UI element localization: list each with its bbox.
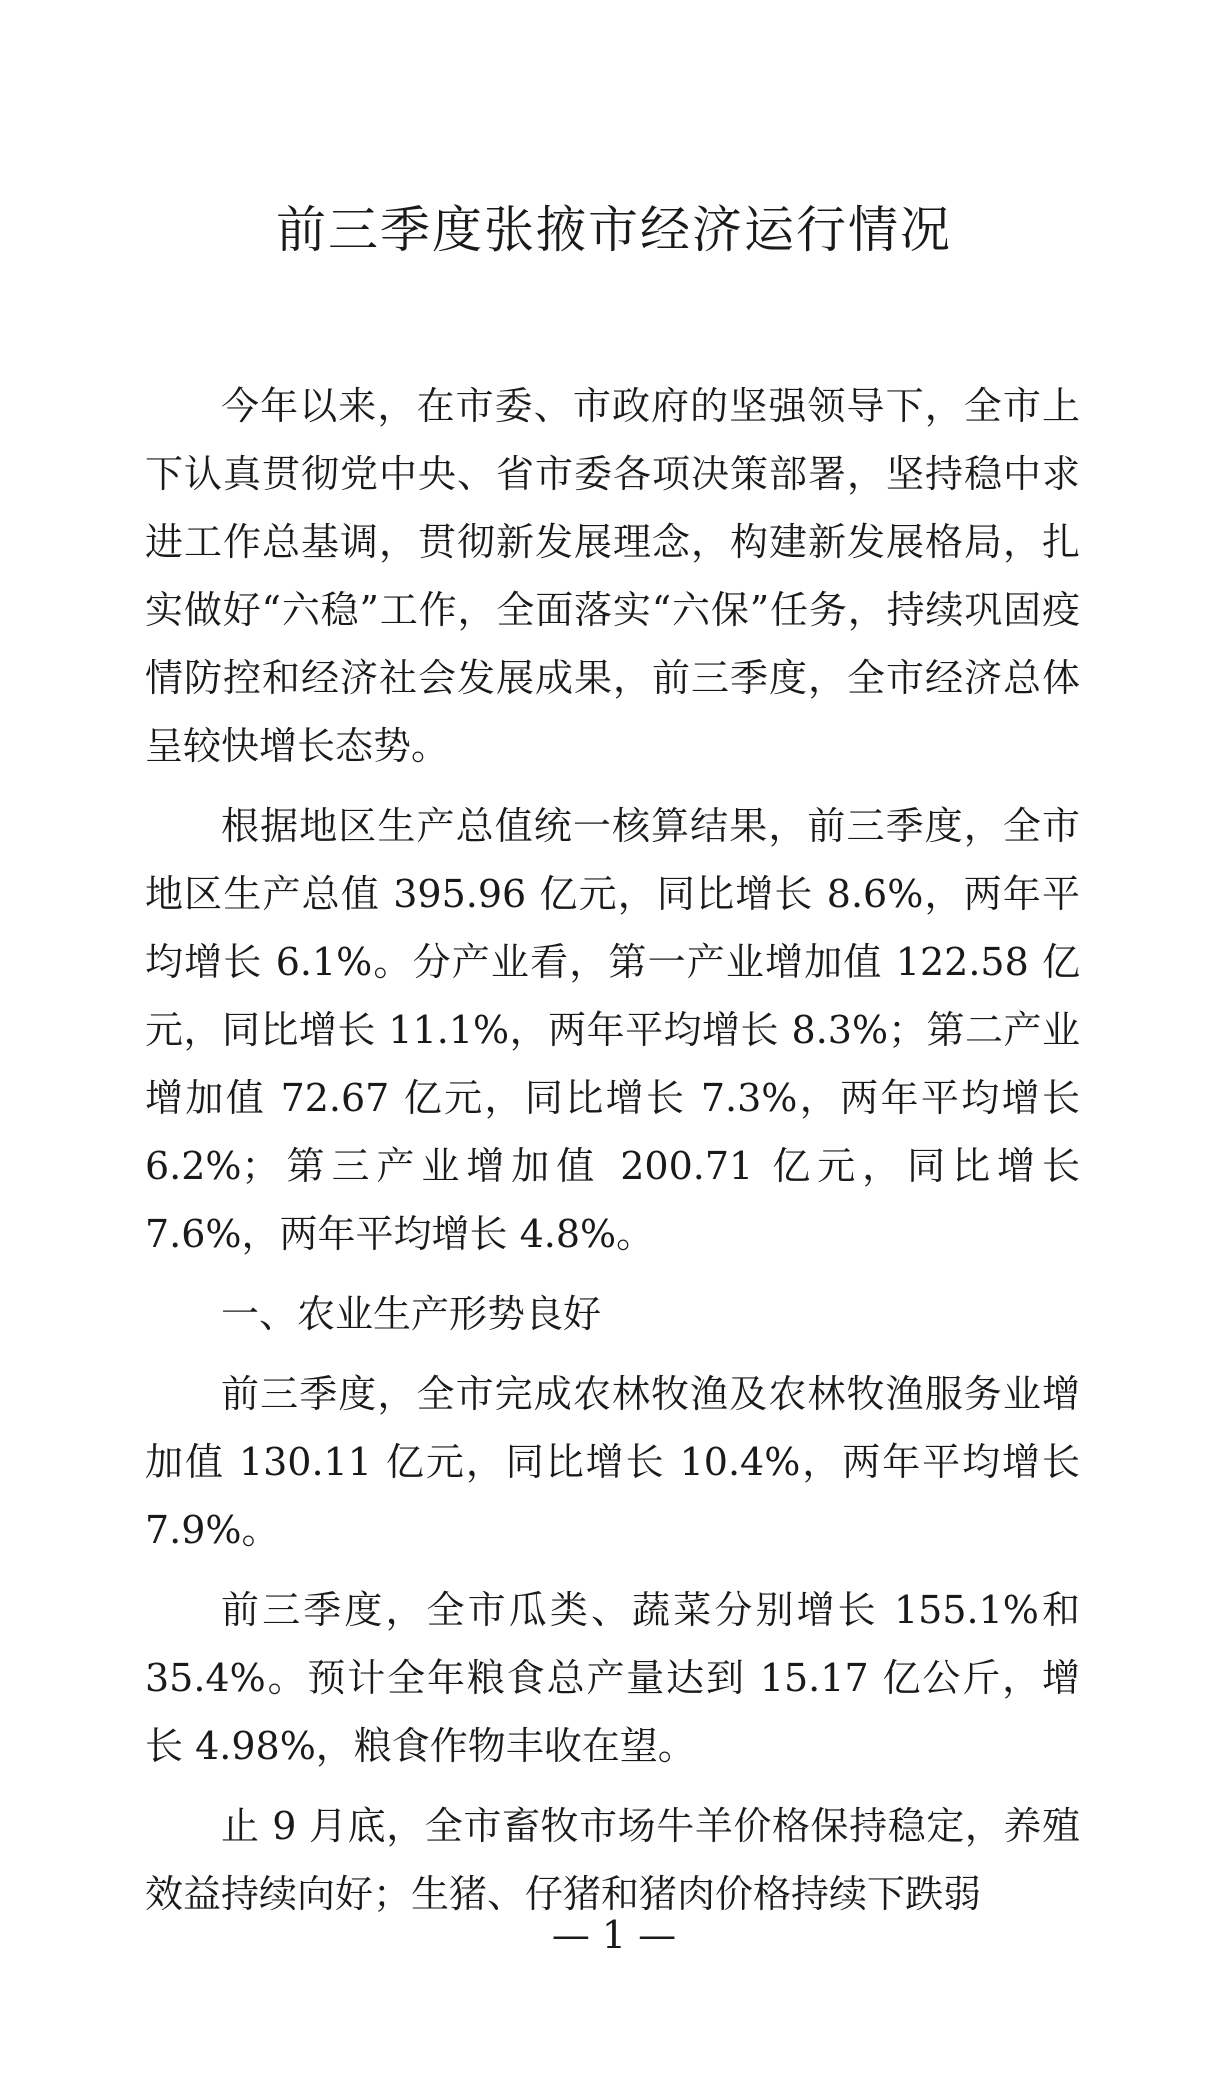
document-body — [145, 372, 1080, 1940]
paragraph-crops: 前三季度，全市瓜类、蔬菜分别增长 155.1%和 35.4%。预计全年粮食总产量达到 15.17 亿公斤，增长 4.98%，粮食作物丰收在望。 — [145, 1588, 1080, 1768]
paragraph-gdp: 根据地区生产总值统一核算结果，前三季度，全市地区生产总值 395.96 亿元，同比增长 8.6%，两年平均增长 6.1%。分产业看，第一产业增加值 122.58 亿元，同比增长 11.1%，两年平均增长 8.3%；第二产业增加值 72.67 亿元，同比增长 7.3%，两年平均增长 6.2%；第三产业增加值 200.71 亿元，同比增长 7.6%，两年平均增长 4.8%。 — [145, 804, 1080, 1256]
paragraph-agri-output: 前三季度，全市完成农林牧渔及农林牧渔服务业增加值 130.11 亿元，同比增长 10.4%，两年平均增长 7.9%。 — [145, 1372, 1080, 1552]
paragraph-intro: 今年以来，在市委、市政府的坚强领导下，全市上下认真贯彻党中央、省市委各项决策部署，坚持稳中求进工作总基调，贯彻新发展理念，构建新发展格局，扎实做好“六稳”工作，全面落实“六保”任务，持续巩固疫情防控和经济社会发展成果，前三季度，全市经济总体呈较快增长态势。 — [145, 384, 1080, 768]
page-number: — 1 — — [551, 1913, 677, 1957]
document-title: 前三季度张掖市经济运行情况 — [276, 201, 952, 259]
section-heading-agriculture: 一、农业生产形势良好 — [221, 1292, 602, 1336]
paragraph-livestock: 止 9 月底，全市畜牧市场牛羊价格保持稳定，养殖效益持续向好；生猪、仔猪和猪肉价格持续下跌弱 — [145, 1804, 1080, 1916]
